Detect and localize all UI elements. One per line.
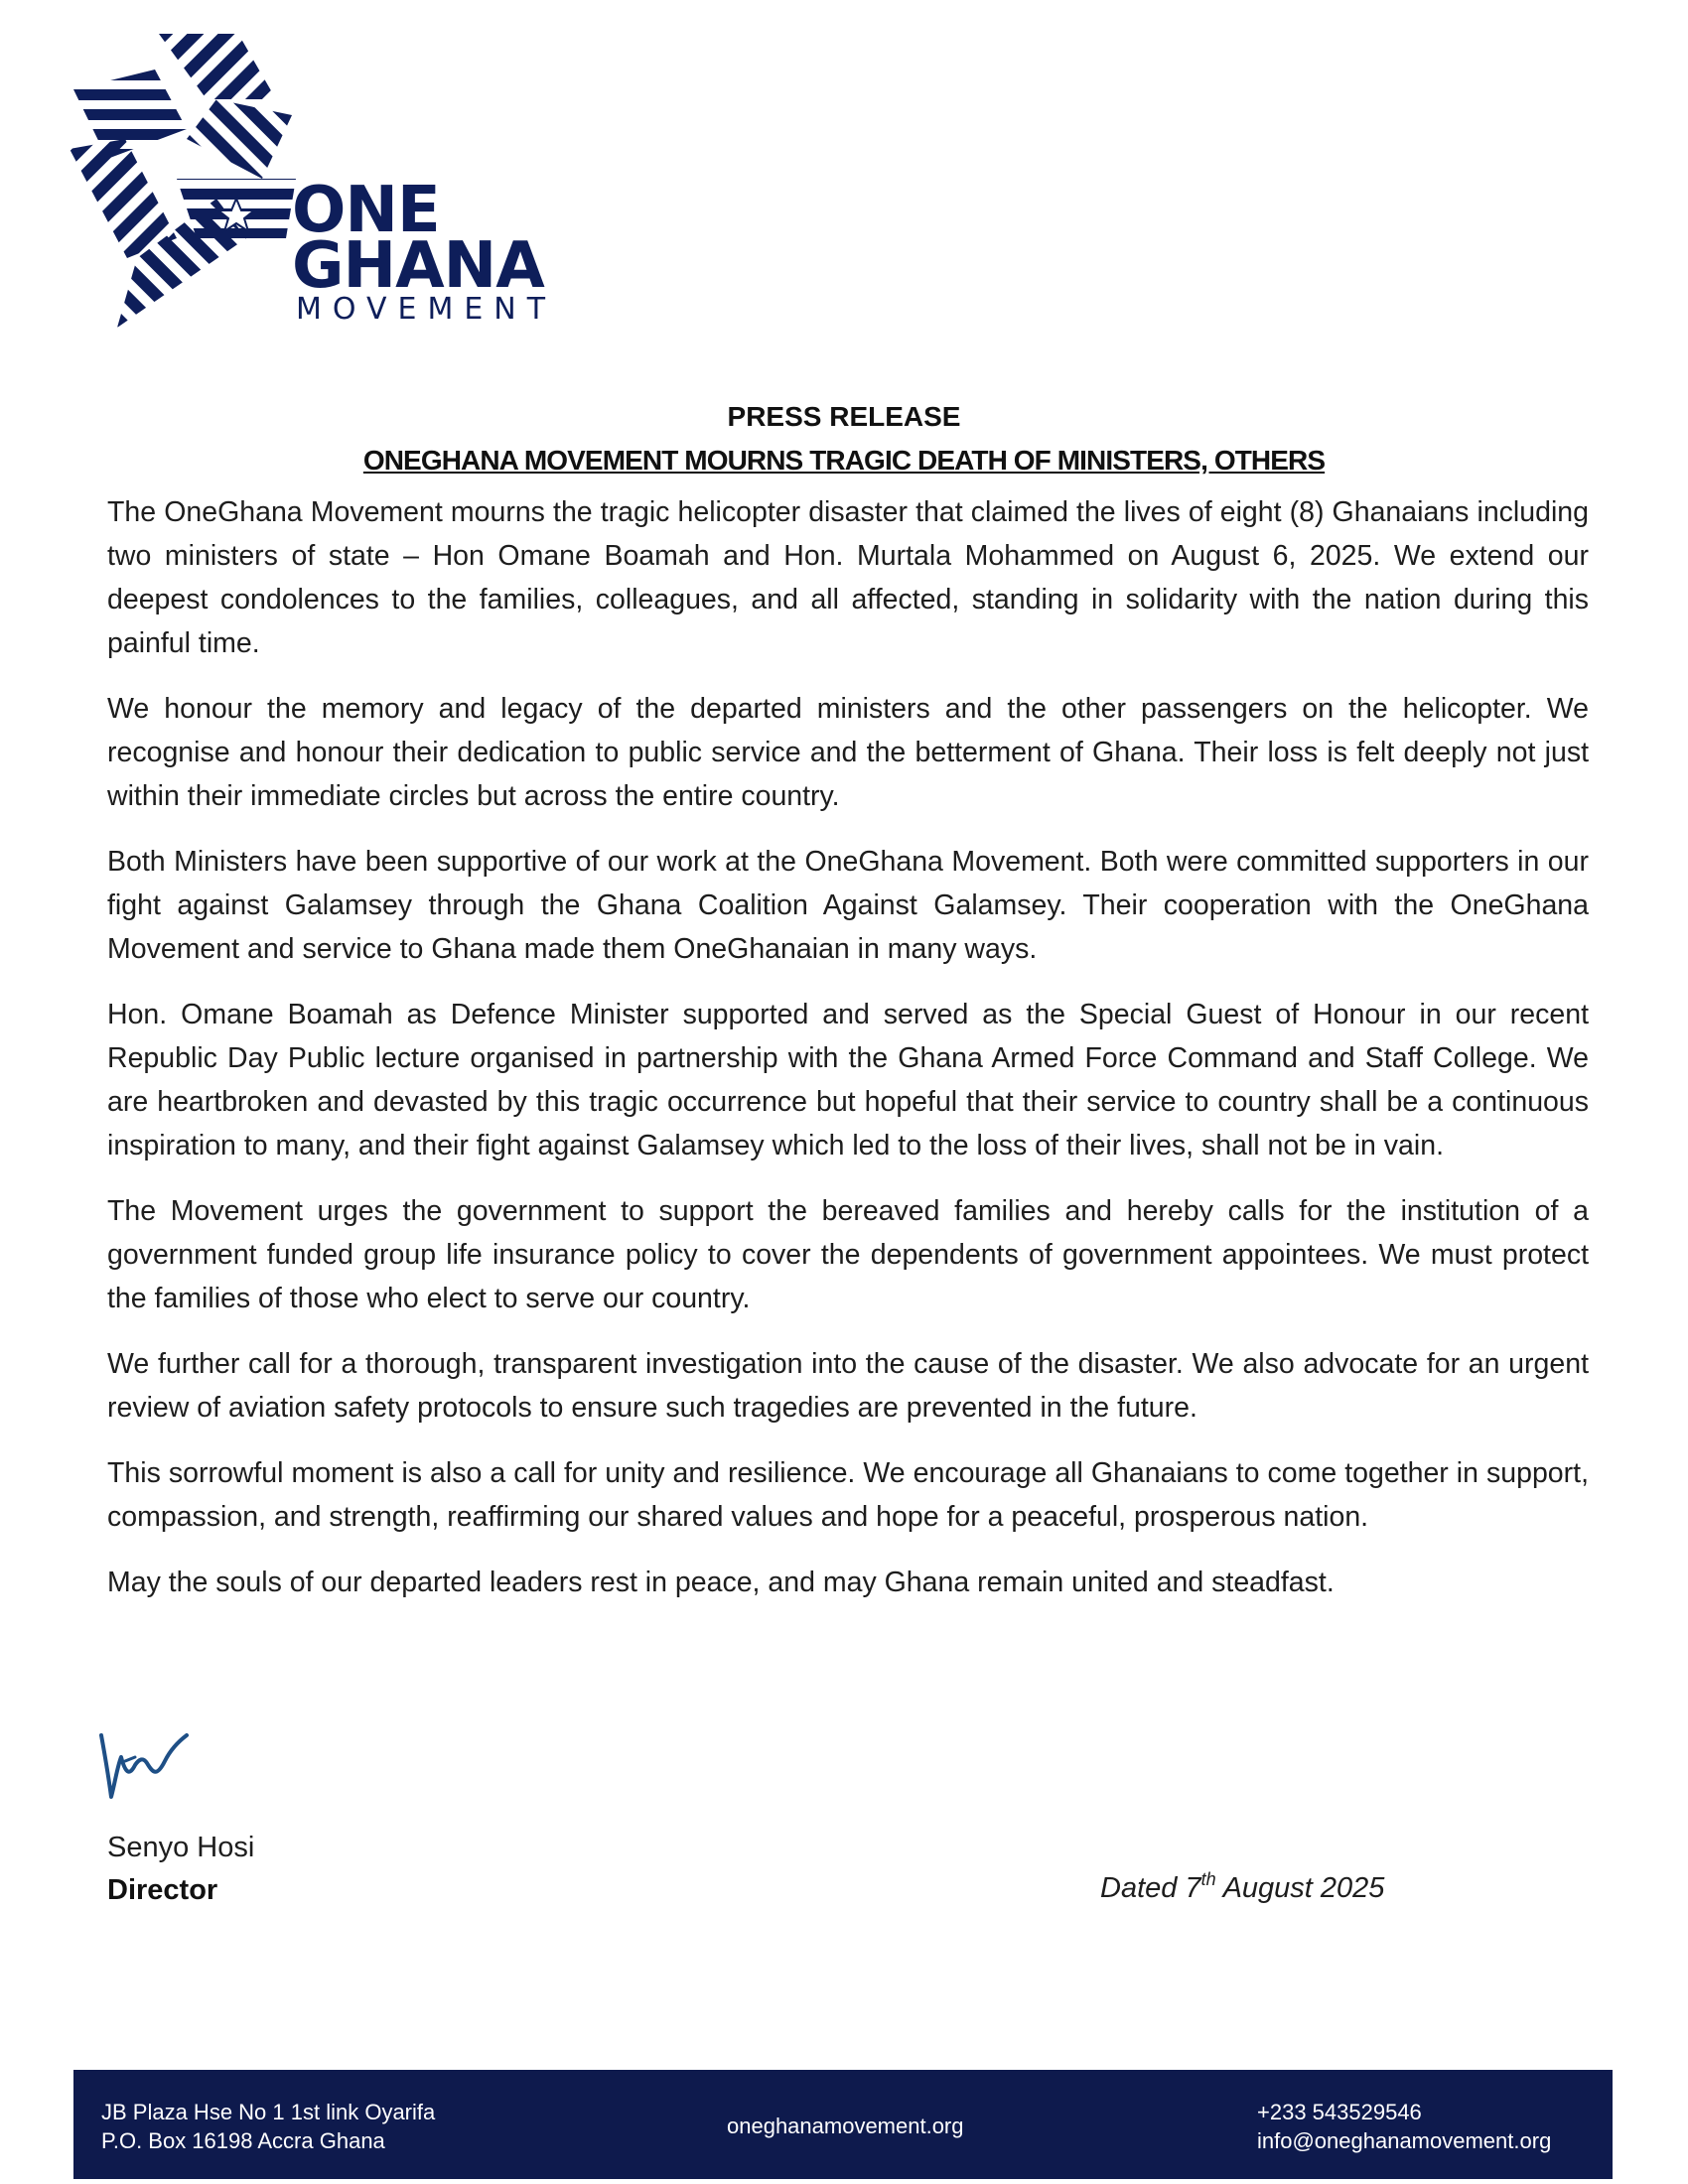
signer-name: Senyo Hosi (107, 1832, 255, 1863)
logo-word-one: ONE (292, 174, 440, 247)
signer-title: Director (107, 1874, 218, 1906)
release-date (1100, 1869, 1385, 1905)
body-paragraph: Both Ministers have been supportive of our work at the OneGhana Movement. Both were committed supporters in our fight against Galamsey through the Ghana Coalition Against Galamsey. Their cooperation with the OneGhana Movement and service to Ghana made them OneGhanaian in many ways. (107, 846, 1589, 965)
footer-contact (1257, 2098, 1551, 2155)
body-paragraph: We honour the memory and legacy of the departed ministers and the other passengers on the helicopter. We recognise and honour their dedication to public service and the betterment of Ghana. Their loss is felt deeply not just within their immediate circles but across the entire country. (107, 693, 1589, 812)
body-paragraph: This sorrowful moment is also a call for unity and resilience. We encourage all Ghanaians to come together in support, compassion, and strength, reaffirming our shared values and hope for a peaceful, prosperous nation. (107, 1457, 1589, 1533)
release-body (107, 490, 1589, 1626)
date-ordinal: th (1200, 1869, 1216, 1889)
footer-address-line: JB Plaza Hse No 1 1st link Oyarifa (101, 2100, 436, 2124)
oneghana-emblem-icon (68, 30, 306, 338)
body-paragraph: The Movement urges the government to support the bereaved families and hereby calls for the institution of a government funded group life insurance policy to cover the dependents of government appointees. We must protect the families of those who elect to serve our country. (107, 1195, 1589, 1314)
footer-website: oneghanamovement.org (727, 2114, 964, 2138)
handwritten-signature-icon (95, 1727, 195, 1807)
logo-word-movement: MOVEMENT (296, 292, 557, 327)
body-paragraph: Hon. Omane Boamah as Defence Minister supported and served as the Special Guest of Honour in our recent Republic Day Public lecture organised in partnership with the Ghana Armed Force Command and Staff College. We are heartbroken and devasted by this tragic occurrence but hopeful that their service to country shall be a continuous inspiration to many, and their fight against Galamsey which led to the loss of their lives, shall not be in vain. (107, 999, 1589, 1161)
body-paragraph: We further call for a thorough, transparent investigation into the cause of the disaster. We also advocate for an urgent review of aviation safety protocols to ensure such tragedies are prevented in the future. (107, 1348, 1589, 1424)
press-release-label: PRESS RELEASE (727, 401, 961, 432)
logo-word-ghana: GHANA (292, 229, 544, 303)
org-logo (68, 30, 604, 338)
footer-address (101, 2098, 435, 2155)
footer-phone: +233 543529546 (1257, 2100, 1422, 2124)
footer-address-line: P.O. Box 16198 Accra Ghana (101, 2128, 385, 2153)
date-prefix: Dated 7 (1100, 1872, 1201, 1904)
body-paragraph: May the souls of our departed leaders rest in peace, and may Ghana remain united and steadfast. (107, 1567, 1335, 1598)
letterhead-footer (73, 2070, 1613, 2179)
date-suffix: August 2025 (1215, 1872, 1385, 1904)
footer-email: info@oneghanamovement.org (1257, 2128, 1552, 2153)
body-paragraph: The OneGhana Movement mourns the tragic helicopter disaster that claimed the lives of eight (8) Ghanaians including two ministers of state – Hon Omane Boamah and Hon. Murtala Mohammed on August 6, 2025. We extend our deepest condolences to the families, colleagues, and all affected, standing in solidarity with the nation during this painful time. (107, 496, 1589, 659)
press-release-headline: ONEGHANA MOVEMENT MOURNS TRAGIC DEATH OF MINISTERS, OTHERS (362, 445, 1326, 476)
